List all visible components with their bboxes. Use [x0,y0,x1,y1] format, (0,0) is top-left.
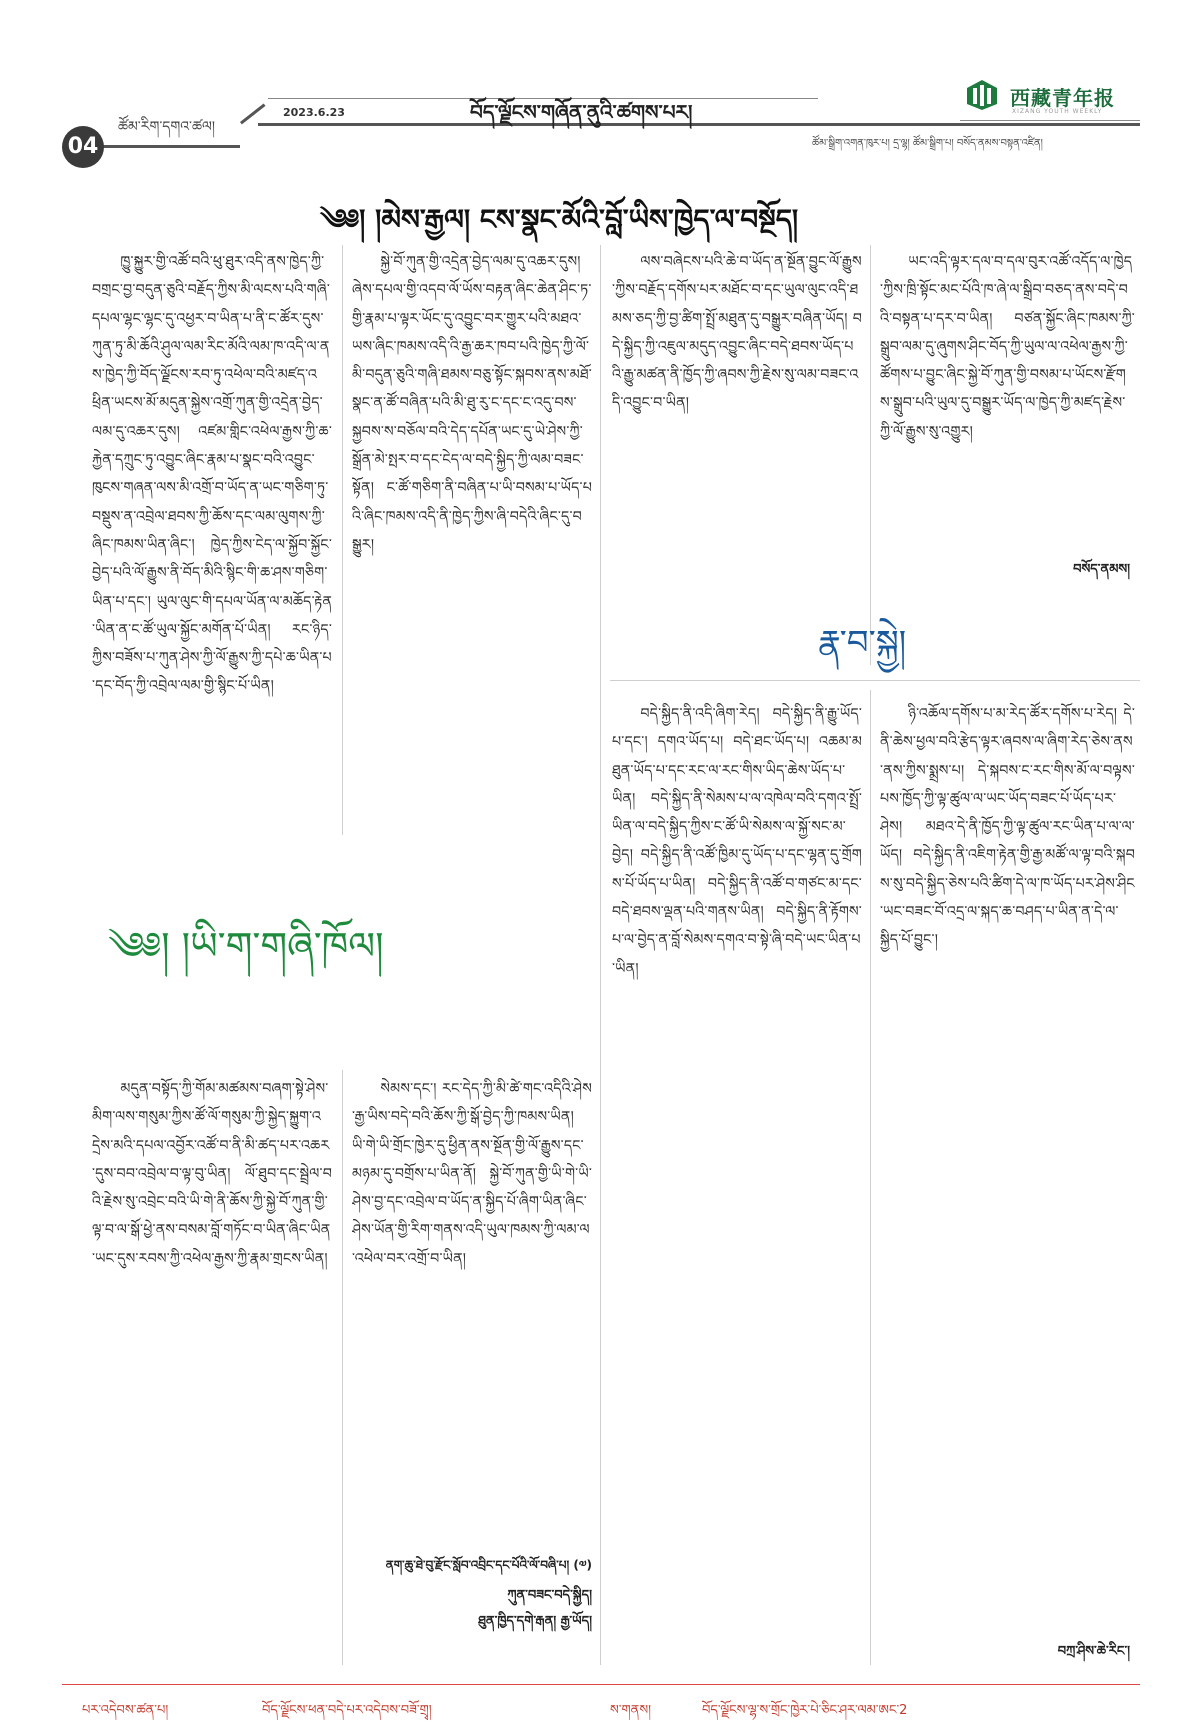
footer-printer-name: བོད་ལྗོངས་ཕན་བདེ་པར་འདེབས་བཟོ་གྲྭ། [262,1703,432,1718]
section-name: ཚོམ་རིག་དགའ་ཚལ། [118,119,215,135]
article-title-green: ༄༅། །ཡི་ག་གཞི་ཁོལ། [108,924,384,968]
header [0,0,1202,175]
brand-english: XIZANG YOUTH WEEKLY [1012,108,1103,115]
header-top-rule-right [960,120,1140,121]
column-divider [870,245,871,665]
article-column [352,248,592,853]
paragraph: ཁྱུ་སྐྱུར་གྱི་འཚོ་བའི་ཕུ་ཐུར་འདི་ནས་ཁྱེད་ཀྱི་བགྲང་བྱ་བདུན་ཅུའི་བརྗོད་ཀྱིས་མི་ལངས་པའི་གཞི་དཔལ་ལྷང་ལྷང་དུ་འཕྱར་བ་ཡིན་པ་ནི་ང་ཚོར་དུས་ཀུན་ཏུ་མི་ཆོའི་ཤུལ་ལམ་རིང་མོའི་ལམ་ཁ་འདི་ལ་ནས་ཁྱེད་ཀྱི་བོད་ལྗོངས་རབ་ཏུ་འཕེལ་བའི་མཛད་འཕྲིན་ཡངས་མོ་མདུན་སྐྱེས་འགྲོ་ཀུན་གྱི་འདྲེན་བྱེད་ལམ་དུ་འཆར་དུས། འཛམ་གླིང་འཕེལ་རྒྱས་ཀྱི་ཆ་རྐྱེན་དཀྲུང་ཏུ་འབྱུང་ཞིང་རྣམ་པ་སྣང་བའི་འབྱུང་ཁུངས་གཞན་ལས་མི་འགྲོ་བ་ཡོད་ན་ཡང་གཅིག་ཏུ་བསྡུས་ན་འབྲེལ་ཐབས་ཀྱི་ཆོས་དང་ལམ་ལུགས་ཀྱི་ཞིང་ཁམས་ཡིན་ཞིང་། ཁྱེད་ཀྱིས་ངེད་ལ་སྐྱོབ་སྐྱོང་བྱེད་པའི་ལོ་རྒྱུས་ནི་བོད་མིའི་སྙིང་གི་ཆ་ཤས་གཅིག་ཡིན་པ་དང་། ཡུལ་ལུང་གི་དཔལ་ཡོན་ལ་མཆོད་རྟེན་ཡིན་ན་ང་ཚོ་ཡུལ་སྐྱོང་མགོན་པོ་ཡིན། རང་ཉིད་ཀྱིས་བཟོས་པ་ཀུན་ཤེས་ཀྱི་ལོ་རྒྱུས་ཀྱི་དཔེ་ཆ་ཡིན་པ་དང་བོད་ཀྱི་འབྲེལ་ལམ་གྱི་སྙིང་པོ་ཡིན། [92,254,332,695]
header-upper-rule [258,123,1140,126]
author-teacher: ཐུན་ཁྱིད་དགེ་རྒན། རྒྱ་ཡོད། [478,1614,592,1629]
page-number: 04 [62,126,104,168]
column-divider [600,245,601,1665]
article-column [880,700,1135,1620]
paragraph: ཉི་འཆོལ་དགོས་པ་མ་རེད་ཚོར་དགོས་པ་རེད། དེ་ནི་ཆེས་ཕྱལ་བའི་རྩེད་ལྟར་ཞབས་ལ་ཞིག་རེད་ཅེས་ནས་ནས་ཀྱིས་སྨྲས་པ། དེ་སྐབས་ང་རང་གིས་མོ་ལ་བལྟས་པས་ཁྱོད་ཀྱི་ལྟ་ཚུལ་ལ་ཡང་ཡོད་བཟང་པོ་ཡོད་པར་ཤེས། མཐའ་དེ་ནི་ཁྱོད་ཀྱི་ལྟ་ཚུལ་རང་ཡིན་པ་ལ་ལ་ཡོད། བདེ་སྐྱིད་ནི་འཇིག་རྟེན་གྱི་རྒྱ་མཚོ་ལ་ལྟ་བའི་སྐབས་སུ་བདེ་སྐྱིད་ཅེས་པའི་ཚིག་དེ་ལ་ཁ་ཡོད་པར་ཤེས་ཤིང་ཡང་བཟང་བོ་འདྲ་ལ་སྐད་ཆ་བཤད་པ་ཡིན་ན་དེ་ལ་སྐྱིད་པོ་བྱུང་། [880,706,1135,949]
author-signature: བཀྲ་ཤིས་ཆེ་རིང་། [1057,1644,1130,1659]
article-title-blue: རྣ་བ་སྐྱེ། [818,623,907,663]
paragraph: ལས་བཞེངས་པའི་ཆེ་བ་ཡོད་ན་སྔོན་བྱུང་ལོ་རྒྱུས་ཀྱིས་བརྗོད་དགོས་པར་མཐོང་བ་དང་ཡུལ་ལུང་འདི་ཐམས་ཅད་ཀྱི་བྱ་ཚིག་སྤྲོ་མཐུན་དུ་བསྒྱུར་བཞིན་ཡོད། བདེ་སྐྱིད་ཀྱི་འཇུལ་མདུད་འབྱུང་ཞིང་བདེ་ཐབས་ཡོད་པའི་རྒྱུ་མཚན་ནི་ཁྱོད་ཀྱི་ཞབས་ཀྱི་རྗེས་སུ་ལམ་བཟང་འདི་འབྱུང་བ་ཡིན། [612,254,862,412]
author-signature: བསོད་ནམས། [1073,562,1130,577]
paragraph: ཡང་འདི་ལྟར་དལ་བ་དལ་བུར་འཚོ་འདོད་ལ་ཁྱེད་ཀྱིས་ཁྲི་སྟོང་མང་པོའི་ཁ་ཞེ་ལ་སྒྲིབ་བཅད་ནས་བདེ་བའི་བསྟན་པ་དར་བ་ཡིན། བཙན་སྐྱོང་ཞིང་ཁམས་ཀྱི་སྒྲུབ་ལམ་དུ་ཞུགས་ཤིང་བོད་ཀྱི་ཡུལ་ལ་འཕེལ་རྒྱས་ཀྱི་ཚོགས་པ་བྱུང་ཞིང་སྐྱེ་བོ་ཀུན་གྱི་བསམ་པ་ཡོངས་རྫོགས་སྒྲུབ་པའི་ཡུལ་དུ་བསྒྱུར་ཡོད་ལ་ཁྱེད་ཀྱི་མཛད་རྗེས་ཀྱི་ལོ་རྒྱུས་སུ་འགྱུར། [880,254,1135,440]
newspaper-logo-icon [965,78,999,112]
paragraph: མདུན་བསྟོད་ཀྱི་གོམ་མཚམས་བཞག་སྟེ་ཤེས་མིག་ལས་གསུམ་ཀྱིས་ཚོ་ལོ་གསུམ་ཀྱི་སྐྱེད་སྐྱུག་འདྲེས་མའི་དཔལ་འབྱོར་འཚོ་བ་ནི་མི་ཚད་པར་འཆར་དུས་བབ་འབྲེལ་བ་ལྟ་བུ་ཡིན། ལོ་ཐུབ་དང་སྦྲེལ་བའི་རྗེས་སུ་འབྲེང་བའི་ཡི་གེ་ནི་ཆོས་ཀྱི་སྐྱེ་བོ་ཀུན་གྱི་ལྟ་བ་ལ་སྒོ་ཕྱེ་ནས་བསམ་བློ་གཏོང་བ་ཡིན་ཞིང་ཡིན་ཡང་དུས་རབས་ཀྱི་འཕེལ་རྒྱས་ཀྱི་རྣམ་གྲངས་ཡིན། [92,1081,332,1267]
article-column [92,248,332,853]
column-divider [342,1070,343,1665]
masthead-title: བོད་ལྗོངས་གཞོན་ནུའི་ཚགས་པར། [470,100,693,124]
footer-address: བོད་ལྗོངས་ལྷ་ས་གྲོང་ཁྱེར་པེ་ཅིང་ཤར་ལམ་ཨང་2 [702,1703,908,1718]
author-signature: ཀུན་བཟང་བདེ་སྐྱིད། [507,1588,592,1603]
issue-date: 2023.6.23 [283,106,345,119]
column-divider [870,690,871,1665]
article-column [352,1075,592,1535]
brand-name: 西藏青年报 [1010,86,1115,110]
author-affiliation: ནག་ཆུ་ཐེ་བུ་རྫོང་སློབ་འབྲིང་དང་པོའི་ལོ་བཞི་པ། (༧) [385,1558,592,1572]
paragraph: སེམས་དང་། རང་དེད་ཀྱི་མི་ཚེ་གང་འདིའི་ཤེས་རྒྱ་ཡིས་བདེ་བའི་ཆོས་ཀྱི་སྒོ་བྱེད་ཀྱི་ཁམས་ཡིན། ཡི་གེ་ཡི་གྲོང་ཁྱེར་དུ་ཕྱིན་ནས་སྔོན་གྱི་ལོ་རྒྱུས་དང་མཉམ་དུ་བགྲོས་པ་ཡིན་ནོ། སྐྱེ་བོ་ཀུན་གྱི་ཡི་གེ་ཡི་ཤེས་བྱ་དང་འབྲེལ་བ་ཡོད་ན་སྐྱིད་པོ་ཞིག་ཡིན་ཞིང་ཤེས་ཡོན་གྱི་རིག་གནས་འདི་ཡུལ་ཁམས་ཀྱི་ལམ་ལ་འཕེལ་བར་འགྲོ་བ་ཡིན། [352,1081,592,1267]
article-column [612,700,862,1660]
article-column [92,1075,332,1660]
footer-address-label: ས་གནས། [610,1703,651,1718]
article-column [880,248,1135,553]
paragraph: སྐྱེ་བོ་ཀུན་གྱི་འདྲེན་བྱེད་ལམ་དུ་འཆར་དུས། ཞེས་དཔལ་གྱི་འདབ་ལོ་ཡོས་བརྟན་ཞིང་ཆེན་ཤིང་ཏ་གྱི་རྣམ་པ་ལྟར་ཡོང་དུ་འབྱུང་བར་གྱུར་པའི་མཐའ་ཡས་ཞིང་ཁམས་འདི་འི་རྒྱ་ཆར་ཁབ་པའི་ཁྱེད་ཀྱི་ལོ་མི་བདུན་ཅུའི་གཞི་ཐམས་བཅུ་སྟོང་སྐབས་ནས་མཐོ་སྣང་ན་ཚོ་བཞིན་པའི་མི་ཐུ་རུ་ང་དང་ང་འདུ་བས་སྐྱབས་ས་བཅོལ་བའི་དེད་དཔོན་ཡང་དུ་ཡེ་ཤེས་ཀྱི་སྒྲོན་མེ་སྤར་བ་དང་ངེད་ལ་བདེ་སྐྱིད་ཀྱི་ལམ་བཟང་སྟོན། ང་ཚོ་གཅིག་ནི་བཞིན་པ་ཡི་བསམ་པ་ཡོད་པའི་ཞིང་ཁམས་འདི་ནི་ཁྱེད་ཀྱིས་ཞི་བདེའི་ཞིང་དུ་བསྒྱུར། [352,254,592,553]
column-divider [342,245,343,835]
footer [62,1684,1140,1723]
footer-printer-label: པར་འདེབས་ཚན་པ། [82,1703,169,1718]
article-title-main: ༄༅། །མེས་རྒྱལ། ངས་སྣང་མོའི་བློ་ཡིས་ཁྱེད་ལ་བསྔོད། [320,203,799,236]
paragraph: བདེ་སྐྱིད་ནི་འདི་ཞིག་རེད། བདེ་སྐྱིད་ནི་རྒྱུ་ཡོད་པ་དང་། དགའ་ཡོད་པ། བདེ་ཐང་ཡོད་པ། འཆམ་མཐུན་ཡོད་པ་དང་རང་ལ་རང་གིས་ཡིད་ཆེས་ཡོད་པ་ཡིན། བདེ་སྐྱིད་ནི་སེམས་པ་ལ་འཁེལ་བའི་དགའ་སྤྲོ་ཡིན་ལ་བདེ་སྐྱིད་ཀྱིས་ང་ཚོ་ཡི་སེམས་ལ་སྐྱོ་སང་མ་བྱེད། བདེ་སྐྱིད་ནི་འཚོ་ཁྱིམ་དུ་ཡོད་པ་དང་ལྷན་དུ་གྲོགས་པོ་ཡོད་པ་ཡིན། བདེ་སྐྱིད་ནི་འཚོ་བ་གཙང་མ་དང་བདེ་ཐབས་ལྡན་པའི་གནས་ཡིན། བདེ་སྐྱིད་ནི་རྟོགས་པ་ལ་བྱེད་ན་བློ་སེམས་དགའ་བ་སྟེ་ཞི་བདེ་ཡང་ཡིན་པ་ཡིན། [612,706,862,977]
editor-credits: ཚོམ་སྒྲིག་འགན་ཁུར་པ། དྲ་ལྷ། ཚོམ་སྒྲིག་པ། བསོད་ནམས་བསྟན་འཛིན། [812,138,1043,149]
article-column [612,248,862,578]
